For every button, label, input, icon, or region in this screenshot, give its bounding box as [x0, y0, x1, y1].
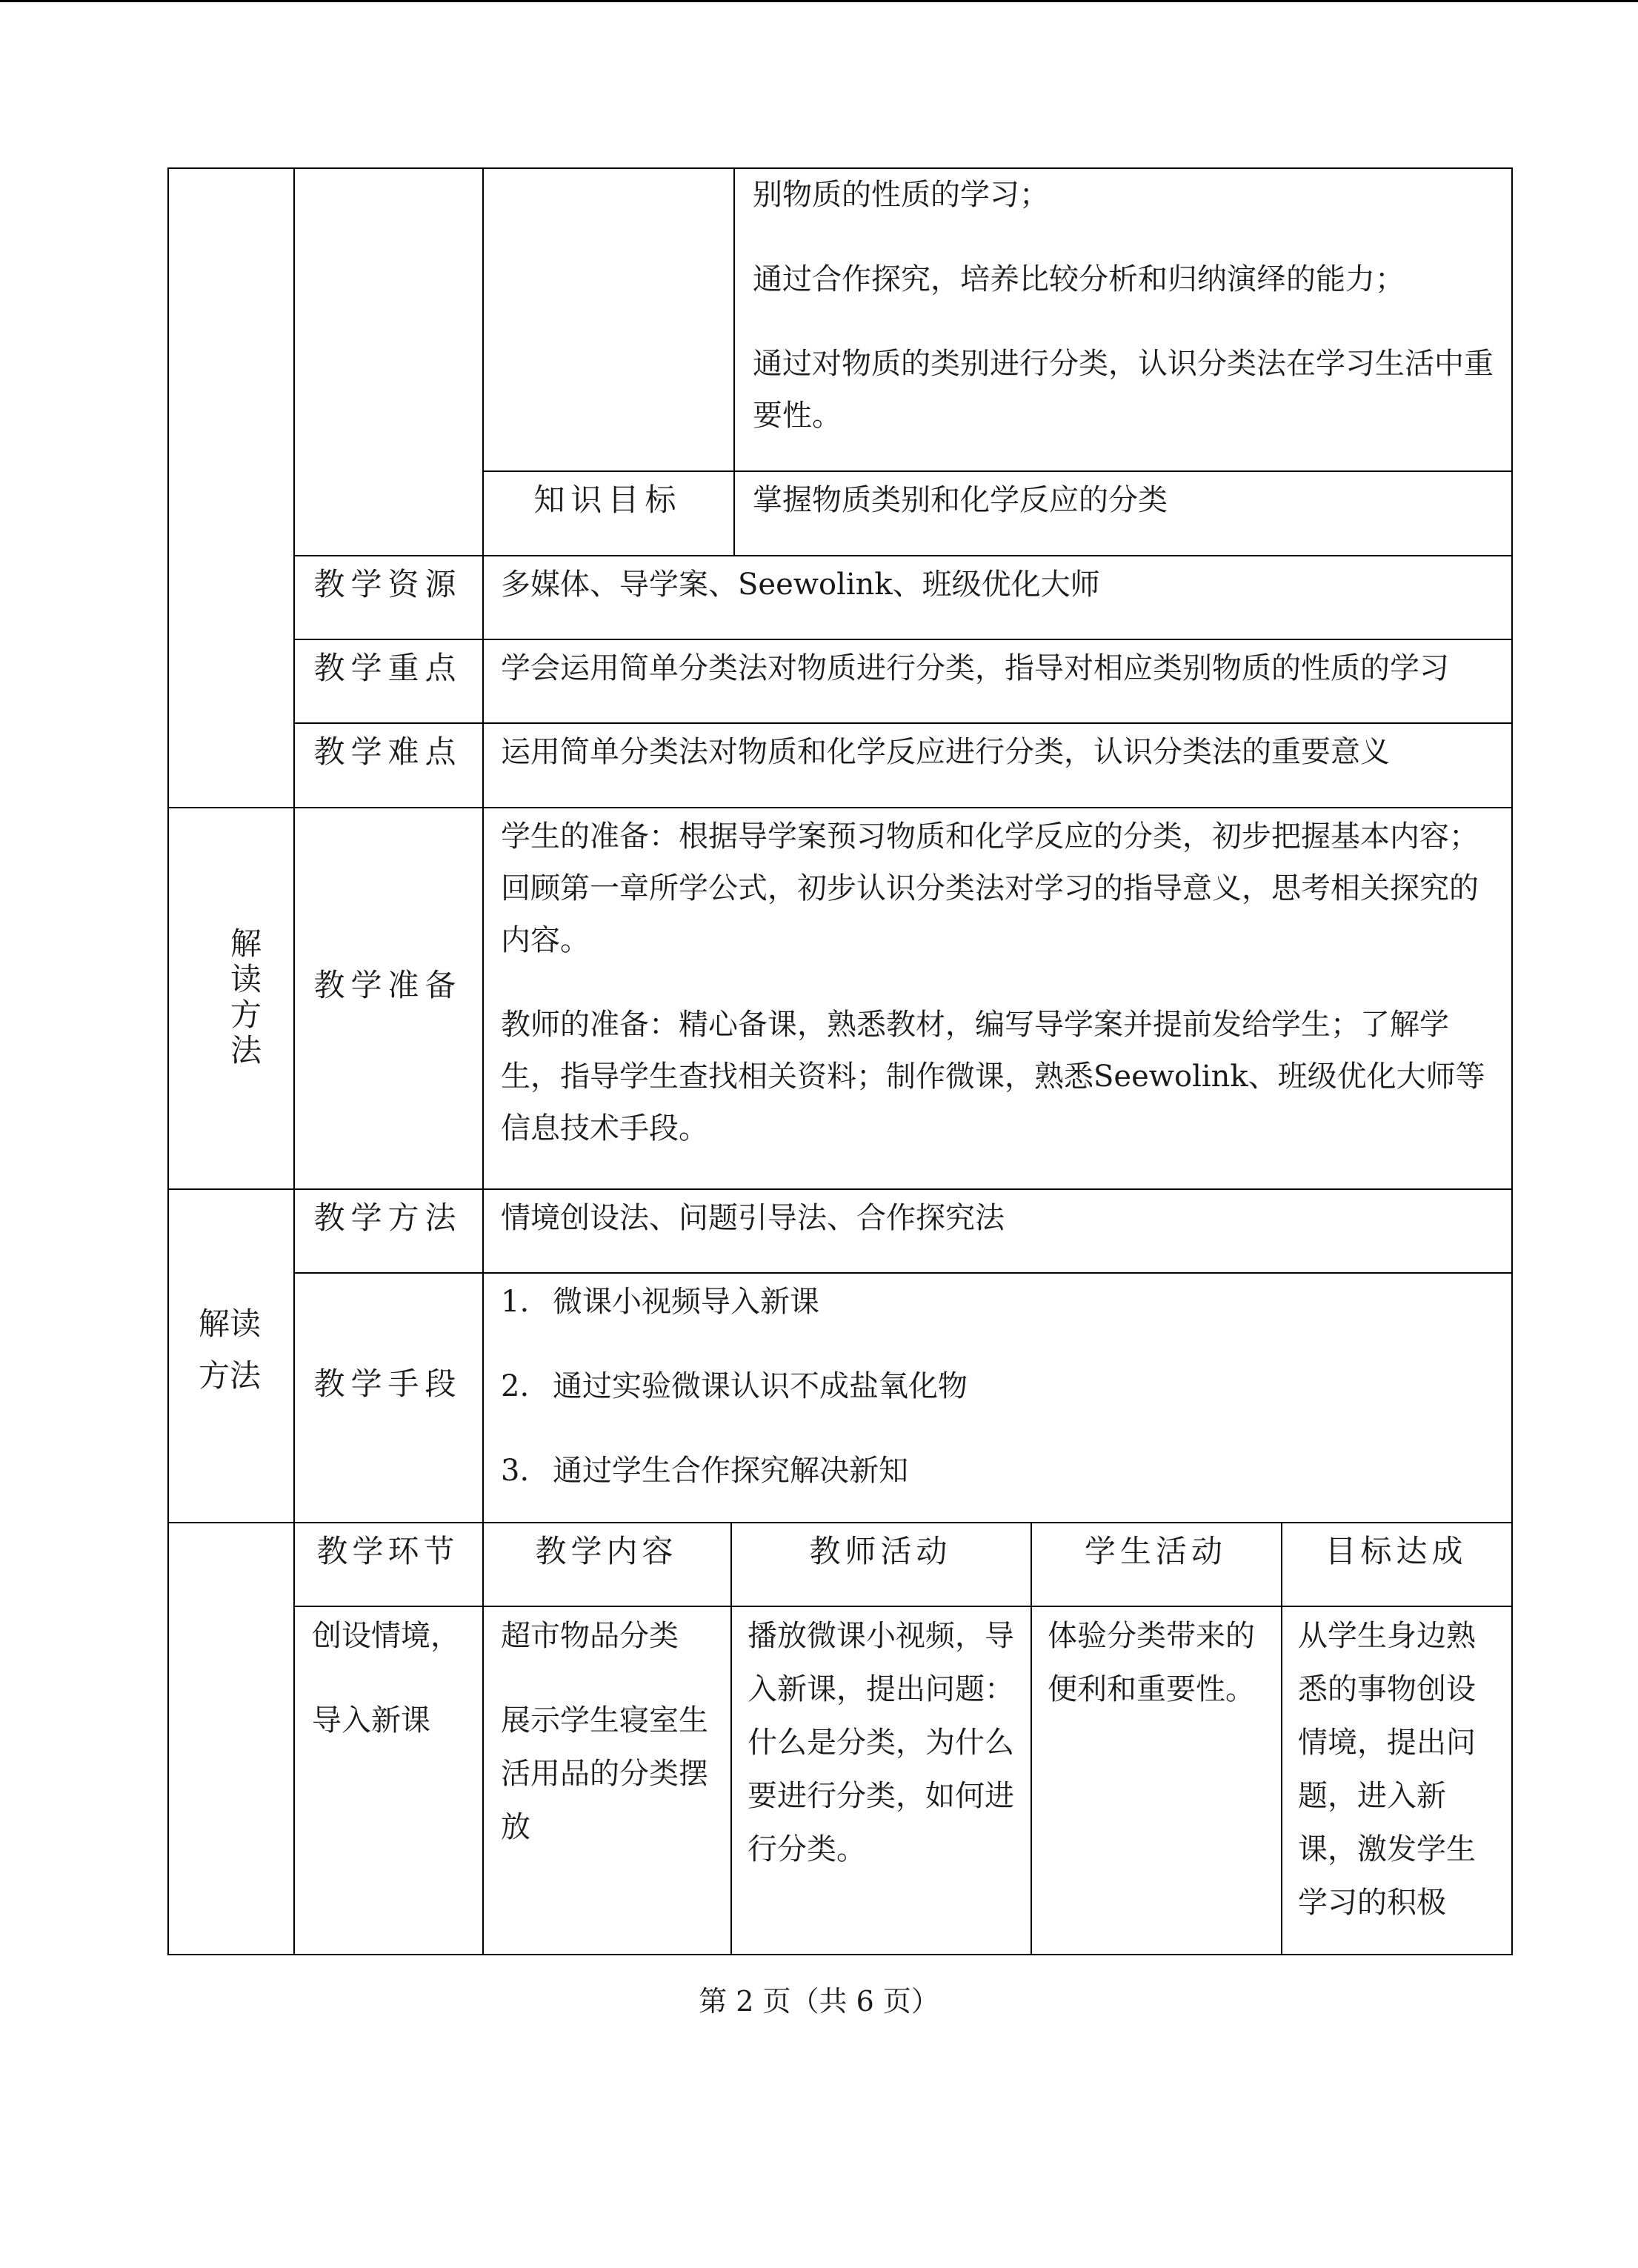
goal-cell: 从学生身边熟悉的事物创设情境，提出问题，进入新课，激发学生学习的积极 — [1298, 1619, 1476, 1920]
table-border — [1281, 1522, 1282, 1955]
table-border — [293, 1606, 1513, 1607]
key-points-label: 教学重点 — [313, 650, 462, 686]
content-cell — [501, 1609, 716, 1854]
list-item: 2. 通过实验微课认识不成盐氧化物 — [501, 1369, 968, 1403]
table-border — [167, 167, 169, 1955]
objective-line: 通过对物质的类别进行分类，认识分类法在学习生活中重要性。 — [753, 347, 1494, 433]
table-border — [1031, 1522, 1032, 1955]
teacher-preparation: 教师的准备：精心备课，熟悉教材，编写导学案并提前发给学生；了解学生，指导学生查找相关资料；制作微课，熟悉Seewolink、班级优化大师等信息技术手段。 — [501, 1008, 1485, 1145]
list-item: 1. 微课小视频导入新课 — [501, 1285, 819, 1319]
section-label-preparation: 解读方法 — [230, 925, 262, 1068]
difficulties-label: 教学难点 — [313, 734, 462, 770]
knowledge-goal-label: 知识目标 — [533, 482, 682, 518]
table-border — [1511, 167, 1513, 1955]
table-border — [293, 1272, 1513, 1274]
objective-line: 别物质的性质的学习； — [753, 178, 1049, 212]
header-stage: 教学环节 — [316, 1533, 459, 1569]
teaching-means-list — [501, 1276, 1494, 1497]
table-border — [293, 722, 1513, 724]
page-number: 第 2 页（共 6 页） — [699, 1985, 939, 2018]
header-teacher-activity: 教师活动 — [809, 1533, 952, 1569]
table-border — [293, 555, 1513, 556]
content-line: 展示学生寝室生活用品的分类摆放 — [501, 1703, 708, 1844]
key-points-value: 学会运用简单分类法对物质进行分类，指导对相应类别物质的性质的学习 — [501, 651, 1449, 685]
header-student-activity: 学生活动 — [1084, 1533, 1227, 1569]
table-border — [482, 167, 484, 1955]
preparation-cell — [501, 811, 1494, 1154]
table-border — [167, 1522, 1513, 1523]
preparation-label: 教学准备 — [313, 967, 462, 1003]
stage-line: 导入新课 — [312, 1703, 430, 1737]
teaching-method-label: 教学方法 — [313, 1200, 462, 1236]
objective-line: 通过合作探究，培养比较分析和归纳演绎的能力； — [753, 262, 1405, 296]
student-preparation: 学生的准备：根据导学案预习物质和化学反应的分类，初步把握基本内容；回顾第一章所学公式，初步认识分类法对学习的指导意义，思考相关探究的内容。 — [501, 819, 1479, 957]
table-border — [730, 1522, 732, 1955]
difficulties-value: 运用简单分类法对物质和化学反应进行分类，认识分类法的重要意义 — [501, 735, 1390, 769]
stage-cell — [312, 1609, 475, 1747]
student-activity-cell: 体验分类带来的便利和重要性。 — [1048, 1619, 1255, 1706]
header-goal: 目标达成 — [1325, 1533, 1468, 1569]
teaching-method-value: 情境创设法、问题引导法、合作探究法 — [501, 1201, 1005, 1235]
page-top-border — [0, 0, 1638, 2]
table-border — [733, 167, 735, 556]
content-line: 超市物品分类 — [501, 1619, 679, 1653]
section-label-methods: 解读方法 — [198, 1306, 261, 1394]
stage-line: 创设情境， — [312, 1619, 460, 1653]
resources-value: 多媒体、导学案、Seewolink、班级优化大师 — [501, 568, 1100, 602]
teacher-activity-cell: 播放微课小视频，导入新课，提出问题：什么是分类，为什么要进行分类，如何进行分类。 — [748, 1619, 1014, 1866]
table-border — [293, 639, 1513, 640]
header-content: 教学内容 — [535, 1533, 678, 1569]
list-item: 3. 通过学生合作探究解决新知 — [501, 1454, 908, 1488]
knowledge-goal-value: 掌握物质类别和化学反应的分类 — [753, 483, 1168, 517]
objectives-cell — [753, 169, 1494, 442]
table-border — [482, 470, 1513, 472]
teaching-means-label: 教学手段 — [313, 1366, 462, 1402]
resources-label: 教学资源 — [313, 566, 462, 602]
table-border — [167, 1188, 1513, 1190]
table-border — [167, 807, 1513, 808]
table-border — [167, 1954, 1513, 1955]
table-border — [293, 167, 295, 1955]
